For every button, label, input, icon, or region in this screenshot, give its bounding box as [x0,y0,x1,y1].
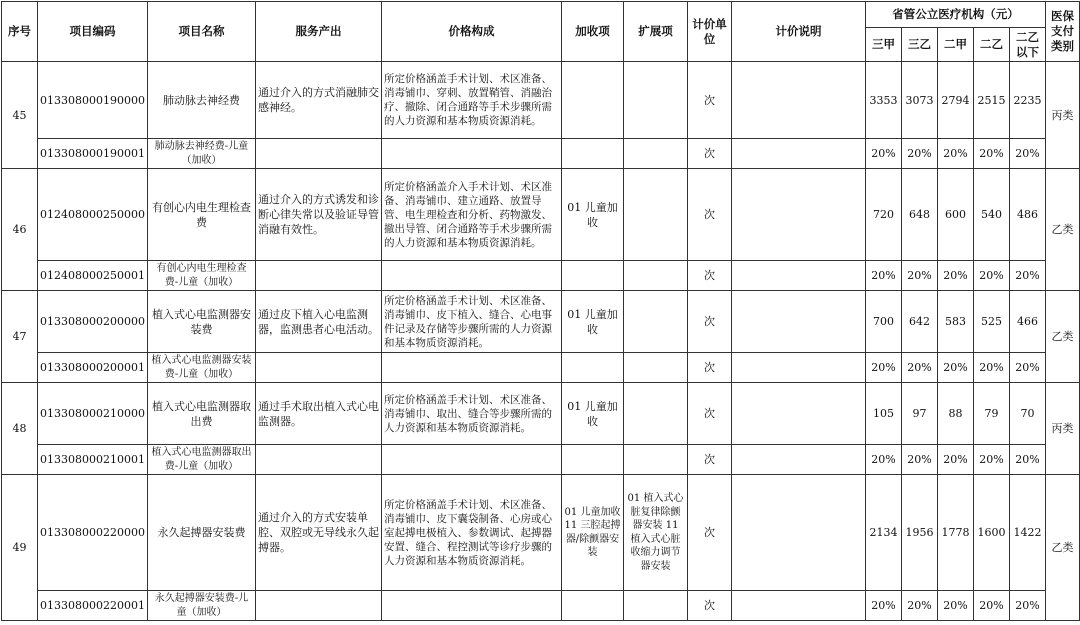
row-add-item: 01 儿童加收 [562,169,624,261]
row-output: 通过介入的方式消融肺交感神经。 [256,62,382,139]
row-price: 20% [938,139,974,169]
row-code: 013308000200000 [38,291,148,353]
row-price: 20% [1010,591,1046,621]
header-institution-group: 省管公立医疗机构（元） [866,2,1046,28]
row-price: 20% [902,591,938,621]
table-row [2,62,1080,139]
row-price: 540 [974,169,1010,261]
row-unit: 次 [688,169,732,261]
row-insurance: 丙类 [1046,62,1080,169]
row-name: 永久起搏器安装费-儿童（加收） [148,591,256,621]
header-unit: 计价单位 [688,2,732,62]
row-add-item: 01 儿童加收 [562,291,624,353]
row-ext-item [624,383,688,445]
row-price: 20% [866,445,902,475]
row-price: 1600 [974,475,1010,591]
row-price: 20% [938,591,974,621]
row-name: 植入式心电监测器安装费 [148,291,256,353]
row-unit: 次 [688,291,732,353]
row-name: 有创心内电生理检查费-儿童（加收） [148,261,256,291]
pricing-table [1,1,1080,621]
row-note [732,62,866,139]
row-price: 642 [902,291,938,353]
row-add-item: 01 儿童加收 [562,383,624,445]
row-name: 有创心内电生理检查费 [148,169,256,261]
table-row [2,383,1080,445]
row-output: 通过介入的方式安装单腔、双腔或无导线永久起搏器。 [256,475,382,591]
row-unit: 次 [688,383,732,445]
row-price-composition: 所定价格涵盖介入手术计划、术区准备、消毒铺巾、建立通路、放置导管、电生理检查和分析、药物激发、撤出导管、闭合通路等手术步骤所需的人力资源和基本物质资源消耗。 [382,169,562,261]
row-price: 20% [866,261,902,291]
row-price-composition: 所定价格涵盖手术计划、术区准备、消毒铺巾、皮下植入、缝合、心电事件记录及存储等步骤所需的人力资源和基本物质资源消耗。 [382,291,562,353]
row-price: 1956 [902,475,938,591]
header-add-item: 加收项 [562,2,624,62]
row-name: 肺动脉去神经费 [148,62,256,139]
row-unit: 次 [688,353,732,383]
row-unit: 次 [688,445,732,475]
row-note [732,475,866,591]
row-price: 3073 [902,62,938,139]
row-price: 1422 [1010,475,1046,591]
row-price: 583 [938,291,974,353]
row-price: 20% [938,445,974,475]
row-price: 486 [1010,169,1046,261]
row-price: 20% [974,261,1010,291]
row-price: 600 [938,169,974,261]
row-add-item [562,62,624,139]
row-name: 植入式心电监测器取出费-儿童（加收） [148,445,256,475]
row-price: 20% [902,445,938,475]
row-price-composition: 所定价格涵盖手术计划、术区准备、消毒铺巾、取出、缝合等步骤所需的人力资源和基本物质资源消耗。 [382,383,562,445]
row-code: 013308000200001 [38,353,148,383]
row-price: 2515 [974,62,1010,139]
row-price: 648 [902,169,938,261]
row-code: 013308000220000 [38,475,148,591]
row-price: 1778 [938,475,974,591]
row-price: 105 [866,383,902,445]
header-name: 项目名称 [148,2,256,62]
header-output: 服务产出 [256,2,382,62]
row-price: 20% [902,353,938,383]
table-row [2,591,1080,621]
row-price: 20% [1010,445,1046,475]
table-row [2,291,1080,353]
row-unit: 次 [688,261,732,291]
row-price: 466 [1010,291,1046,353]
row-output: 通过手术取出植入式心电监测器。 [256,383,382,445]
row-price-composition: 所定价格涵盖手术计划、术区准备、消毒铺巾、穿刺、放置鞘管、消融治疗、撤除、闭合通路等手术步骤所需的人力资源和基本物质资源消耗。 [382,62,562,139]
row-price: 20% [1010,353,1046,383]
table-row [2,353,1080,383]
row-unit: 次 [688,591,732,621]
header-seq: 序号 [2,2,38,62]
row-note [732,383,866,445]
row-price: 20% [938,261,974,291]
row-insurance: 丙类 [1046,383,1080,475]
header-tier: 二乙 [974,28,1010,62]
row-price: 20% [866,139,902,169]
row-name: 永久起搏器安装费 [148,475,256,591]
row-note [732,169,866,261]
row-code: 013308000210001 [38,445,148,475]
row-price-composition: 所定价格涵盖手术计划、术区准备、消毒铺巾、皮下囊袋制备、心房或心室起搏电极植入、参数调试、起搏器安置、缝合、程控测试等诊疗步骤的人力资源和基本物质资源消耗。 [382,475,562,591]
row-price: 20% [938,353,974,383]
row-code: 013308000220001 [38,591,148,621]
row-price: 2235 [1010,62,1046,139]
row-price: 20% [1010,261,1046,291]
row-price: 20% [866,353,902,383]
header-note: 计价说明 [732,2,866,62]
row-code: 012408000250000 [38,169,148,261]
row-output: 通过皮下植入心电监测器，监测患者心电活动。 [256,291,382,353]
row-ext-item [624,169,688,261]
row-output: 通过介入的方式诱发和诊断心律失常以及验证导管消融有效性。 [256,169,382,261]
row-price: 700 [866,291,902,353]
row-ext-item [624,62,688,139]
row-price: 2794 [938,62,974,139]
row-price: 20% [866,591,902,621]
header-price-composition: 价格构成 [382,2,562,62]
row-price: 20% [974,353,1010,383]
row-price: 20% [902,261,938,291]
row-add-item: 01 儿童加收 11 三腔起搏器/除颤器安装 [562,475,624,591]
row-unit: 次 [688,475,732,591]
row-code: 012408000250001 [38,261,148,291]
header-tier: 三乙 [902,28,938,62]
table-row [2,169,1080,261]
row-code: 013308000210000 [38,383,148,445]
row-code: 013308000190001 [38,139,148,169]
table-row [2,445,1080,475]
row-insurance: 乙类 [1046,475,1080,621]
header-code: 项目编码 [38,2,148,62]
row-code: 013308000190000 [38,62,148,139]
row-seq: 45 [2,62,38,169]
row-ext-item: 01 植入式心脏复律除颤器安装 11 植入式心脏收缩力调节器安装 [624,475,688,591]
row-unit: 次 [688,139,732,169]
row-name: 植入式心电监测器取出费 [148,383,256,445]
row-name: 肺动脉去神经费-儿童（加收） [148,139,256,169]
row-price: 20% [902,139,938,169]
row-price: 70 [1010,383,1046,445]
header-tier: 二乙以下 [1010,28,1046,62]
row-seq: 48 [2,383,38,475]
row-unit: 次 [688,62,732,139]
header-ext-item: 扩展项 [624,2,688,62]
row-price: 20% [1010,139,1046,169]
table-row [2,475,1080,591]
row-price: 20% [974,445,1010,475]
row-insurance: 乙类 [1046,291,1080,383]
row-price: 2134 [866,475,902,591]
row-seq: 46 [2,169,38,291]
row-insurance: 乙类 [1046,169,1080,291]
row-ext-item [624,291,688,353]
header-tier: 三甲 [866,28,902,62]
row-price: 20% [974,591,1010,621]
row-name: 植入式心电监测器安装费-儿童（加收） [148,353,256,383]
row-note [732,291,866,353]
row-price: 79 [974,383,1010,445]
table-row [2,139,1080,169]
header-tier: 二甲 [938,28,974,62]
table-row [2,261,1080,291]
row-price: 525 [974,291,1010,353]
row-price: 3353 [866,62,902,139]
row-price: 88 [938,383,974,445]
row-price: 97 [902,383,938,445]
header-insurance: 医保支付类别 [1046,2,1080,62]
row-seq: 47 [2,291,38,383]
row-price: 20% [974,139,1010,169]
row-seq: 49 [2,475,38,621]
row-price: 720 [866,169,902,261]
